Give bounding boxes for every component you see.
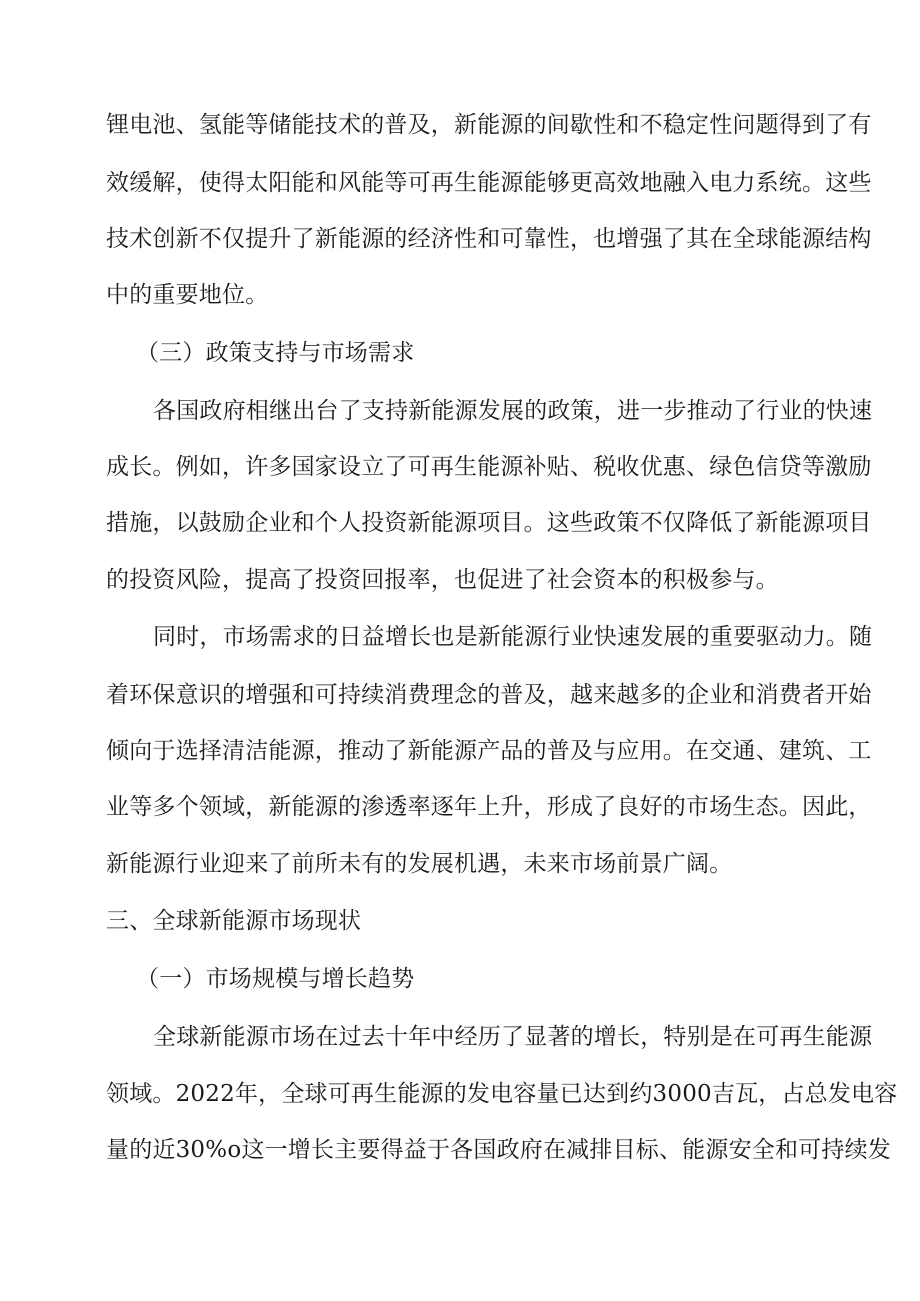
- subsection-heading: （一）市场规模与增长趋势: [136, 966, 415, 992]
- paragraph-line: 措施，以鼓励企业和个人投资新能源项目。这些政策不仅降低了新能源项目: [106, 510, 872, 536]
- paragraph-line: 量的近30%o这一增长主要得益于各国政府在减排目标、能源安全和可持续发: [106, 1137, 891, 1163]
- section-heading: 三、全球新能源市场现状: [106, 908, 362, 934]
- paragraph-line: 倾向于选择清洁能源，推动了新能源产品的普及与应用。在交通、建筑、工: [106, 738, 872, 764]
- paragraph-line: 业等多个领域，新能源的渗透率逐年上升，形成了良好的市场生态。因此，: [106, 794, 872, 820]
- paragraph-line: 各国政府相继出台了支持新能源发展的政策，进一步推动了行业的快速: [153, 398, 873, 424]
- paragraph-line: 新能源行业迎来了前所未有的发展机遇，未来市场前景广阔。: [106, 851, 733, 877]
- subsection-heading: （三）政策支持与市场需求: [136, 340, 415, 366]
- paragraph-line: 中的重要地位。: [106, 282, 269, 308]
- paragraph-line: 锂电池、氢能等储能技术的普及，新能源的间歇性和不稳定性问题得到了有: [106, 112, 872, 138]
- paragraph-line: 技术创新不仅提升了新能源的经济性和可靠性，也增强了其在全球能源结构: [106, 226, 872, 252]
- paragraph-line: 着环保意识的增强和可持续消费理念的普及，越来越多的企业和消费者开始: [106, 682, 872, 708]
- paragraph-line: 效缓解，使得太阳能和风能等可再生能源能够更高效地融入电力系统。这些: [106, 170, 872, 196]
- paragraph-line: 同时，市场需求的日益增长也是新能源行业快速发展的重要驱动力。随: [153, 624, 873, 650]
- paragraph-line: 的投资风险，提高了投资回报率，也促进了社会资本的积极参与。: [106, 567, 779, 593]
- paragraph-line: 成长。例如，许多国家设立了可再生能源补贴、税收优惠、绿色信贷等激励: [106, 454, 872, 480]
- paragraph-line: 全球新能源市场在过去十年中经历了显著的增长，特别是在可再生能源: [153, 1024, 873, 1050]
- paragraph-line: 领域。2022年，全球可再生能源的发电容量已达到约3000吉瓦，占总发电容: [106, 1081, 898, 1107]
